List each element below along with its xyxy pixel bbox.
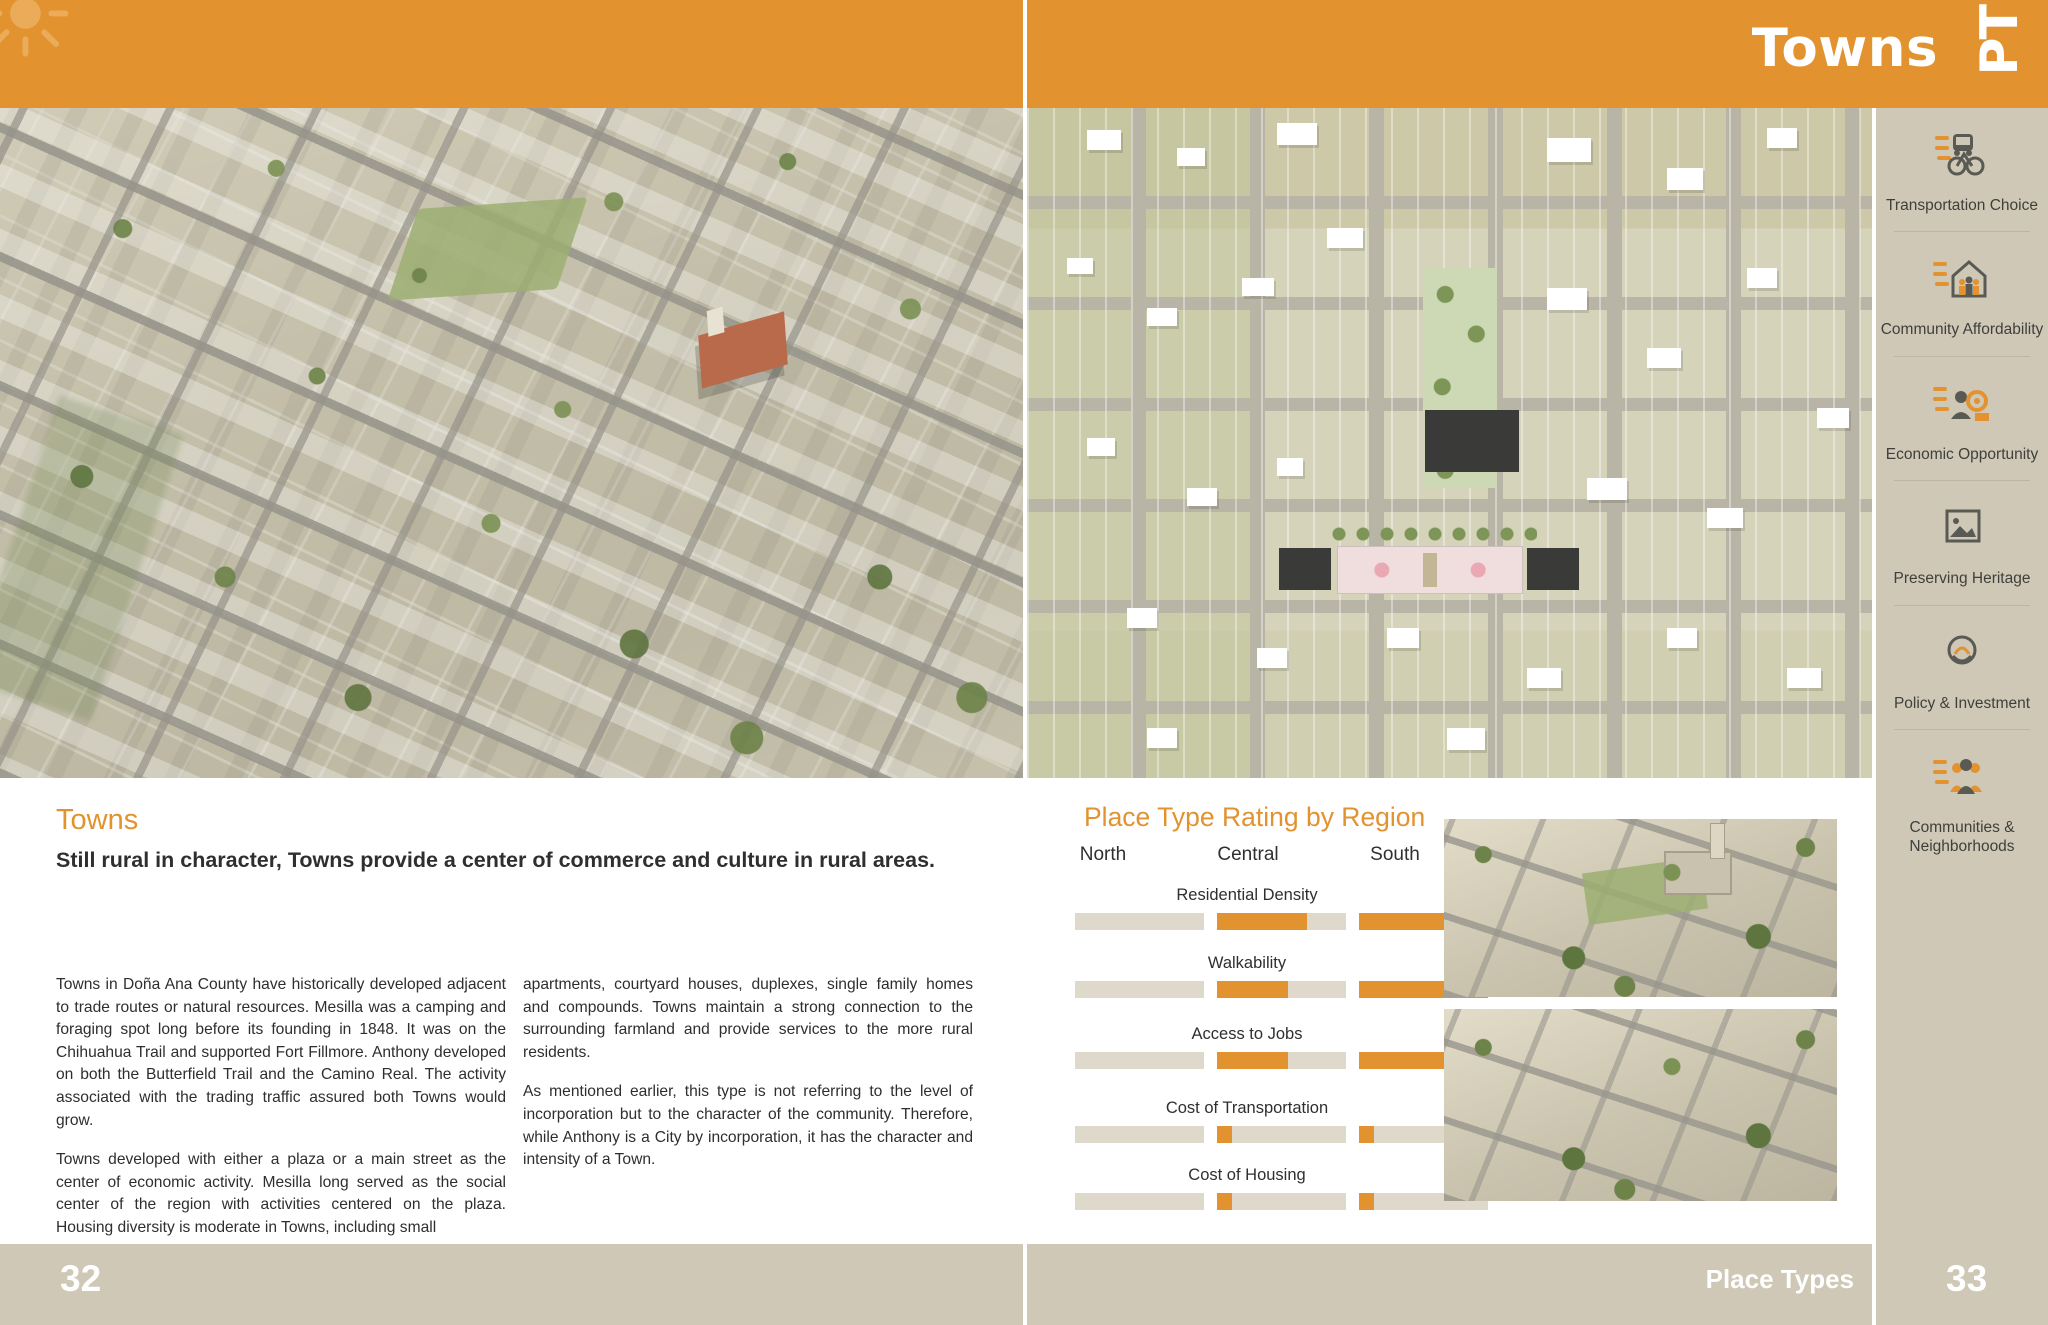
- paragraph: Towns in Doña Ana County have historically developed adjacent to trade routes or natural resources. Mesilla was a camping and foraging spot long before its founding in 1848. It was on the Chihuahua Trail and supported Fort Fillmore. Anthony developed on both the Butterfield Trail and the Camino Real. The activity associated with the trading traffic assured both Towns would grow.: [56, 976, 506, 1129]
- right-page-content: [1027, 782, 1876, 1244]
- sidebar-item-preserving-heritage[interactable]: [1876, 481, 2048, 604]
- framed-picture-icon: [1876, 499, 2048, 561]
- sidebar-item-label: Policy & Investment: [1893, 694, 2031, 712]
- thumbnail-image-1: [1444, 819, 1837, 997]
- worker-gear-icon: [1876, 375, 2048, 437]
- bar-north-cost-of-transportation: [1075, 1126, 1204, 1143]
- transit-bike-icon: [1876, 126, 2048, 188]
- footer-section-label: Place Types: [1705, 1264, 1854, 1294]
- bar-north-cost-of-housing: [1075, 1193, 1204, 1210]
- bar-central-cost-of-transportation: [1217, 1126, 1346, 1143]
- icon-sidebar: [1876, 108, 2048, 1244]
- people-group-icon: [1876, 748, 2048, 810]
- header-banner-right: [1027, 0, 2048, 108]
- bar-central-walkability: [1217, 981, 1346, 998]
- sidebar-item-label: Preserving Heritage: [1893, 570, 2031, 588]
- sidebar-item-community-affordability[interactable]: [1876, 232, 2048, 355]
- section-subheading: Still rural in character, Towns provide a center of commerce and culture in rural areas.: [56, 848, 936, 872]
- sidebar-item-label: Communities & Neighborhoods: [1909, 818, 2015, 856]
- town-plan-diagram: [1027, 108, 1872, 778]
- paragraph: As mentioned earlier, this type is not referring to the level of incorporation but to the character of the community. Therefore, while Anthony is a City by incorporation, it has the character and intensity of a Town.: [523, 1083, 973, 1169]
- chart-column-header-north: North: [1079, 844, 1127, 865]
- left-page-content: [0, 782, 1023, 1244]
- house-people-icon: [1876, 250, 2048, 312]
- header-banner-left: [0, 0, 1023, 108]
- footer-right: [1027, 1244, 1872, 1325]
- sidebar-item-label: Economic Opportunity: [1885, 445, 2039, 463]
- chart-metric-label: Access to Jobs: [1191, 1025, 1303, 1043]
- bar-north-residential-density: [1075, 913, 1204, 930]
- sidebar-item-policy-investment[interactable]: [1876, 606, 2048, 729]
- chart-metric-label: Cost of Transportation: [1165, 1099, 1329, 1117]
- sidebar-item-transportation-choice[interactable]: [1876, 108, 2048, 231]
- body-column-1: [56, 974, 506, 1257]
- sidebar-item-label: Transportation Choice: [1886, 197, 2038, 214]
- bar-central-cost-of-housing: [1217, 1193, 1346, 1210]
- bar-north-walkability: [1075, 981, 1204, 998]
- sidebar-item-label: Community Affordability: [1880, 321, 2044, 339]
- section-tab-mark: PT: [1970, 6, 2030, 76]
- paragraph: apartments, courtyard houses, duplexes, single family homes and compounds. Towns maintain a strong connection to the surrounding farmland and provide services to the more rural residents.: [523, 976, 973, 1061]
- chart-metric-label: Cost of Housing: [1188, 1166, 1306, 1184]
- page-title: Towns: [1751, 18, 1938, 79]
- hand-coin-icon: [1876, 624, 2048, 686]
- sun-logo-icon: [0, 0, 108, 96]
- thumbnail-image-2: [1444, 1009, 1837, 1201]
- chart-column-header-south: South: [1370, 844, 1420, 865]
- chart-metric-label: Residential Density: [1176, 886, 1318, 904]
- bar-central-residential-density: [1217, 913, 1346, 930]
- sidebar-item-communities-neighborhoods[interactable]: [1876, 730, 2048, 873]
- sidebar-item-economic-opportunity[interactable]: [1876, 357, 2048, 480]
- body-column-2: [523, 974, 973, 1189]
- page-number-left: 32: [60, 1258, 102, 1299]
- aerial-illustration-left: [0, 108, 1023, 778]
- footer-left: [0, 1244, 1023, 1325]
- bar-central-access-to-jobs: [1217, 1052, 1346, 1069]
- page-number-right: 33: [1946, 1258, 1988, 1299]
- section-heading: Towns: [56, 804, 139, 836]
- paragraph: Towns developed with either a plaza or a main street as the center of economic activity. Mesilla long served as the social center of the region with activities centered on the plaza. Housing diversity is moderate in Towns, including small: [56, 1151, 506, 1237]
- chart-column-header-central: Central: [1217, 844, 1279, 865]
- bar-north-access-to-jobs: [1075, 1052, 1204, 1069]
- chart-title: Place Type Rating by Region: [1084, 802, 1426, 832]
- chart-metric-label: Walkability: [1207, 954, 1287, 972]
